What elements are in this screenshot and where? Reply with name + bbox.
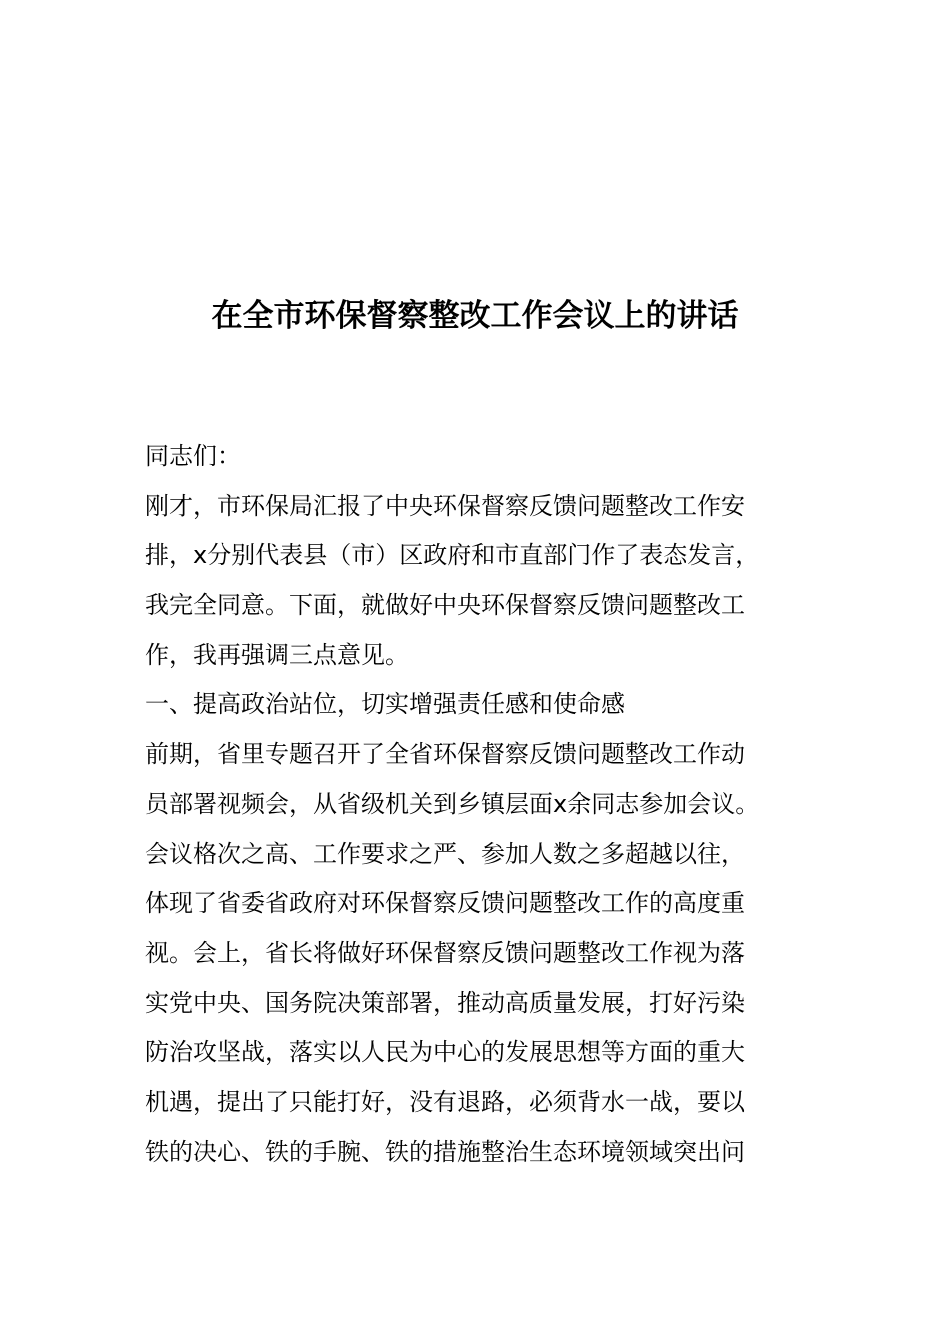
paragraph-line: 实党中央、国务院决策部署，推动高质量发展，打好污染 <box>145 988 745 1017</box>
paragraph-line: 员部署视频会，从省级机关到乡镇层面x余同志参加会议。 <box>145 789 760 818</box>
section-heading: 一、提高政治站位，切实增强责任感和使命感 <box>145 690 625 719</box>
salutation-line: 同志们： <box>145 442 241 470</box>
paragraph-line: 刚才，市环保局汇报了中央环保督察反馈问题整改工作安 <box>145 491 745 520</box>
paragraph-line: 作，我再强调三点意见。 <box>145 640 409 669</box>
document-title: 在全市环保督察整改工作会议上的讲话 <box>211 298 739 334</box>
paragraph-line: 会议格次之高、工作要求之严、参加人数之多超越以往， <box>145 839 745 868</box>
paragraph-line: 铁的决心、铁的手腕、铁的措施整治生态环境领域突出问 <box>145 1137 745 1166</box>
paragraph-line: 前期，省里专题召开了全省环保督察反馈问题整改工作动 <box>145 740 745 769</box>
paragraph-line: 排，x分别代表县（市）区政府和市直部门作了表态发言， <box>145 541 760 570</box>
paragraph-line: 我完全同意。下面，就做好中央环保督察反馈问题整改工 <box>145 591 745 620</box>
paragraph-line: 视。会上，省长将做好环保督察反馈问题整改工作视为落 <box>145 938 745 967</box>
document-body <box>145 432 815 1177</box>
paragraph-line: 防治攻坚战，落实以人民为中心的发展思想等方面的重大 <box>145 1038 745 1067</box>
paragraph-line: 体现了省委省政府对环保督察反馈问题整改工作的高度重 <box>145 889 745 918</box>
paragraph-line: 机遇，提出了只能打好，没有退路，必须背水一战，要以 <box>145 1087 745 1116</box>
